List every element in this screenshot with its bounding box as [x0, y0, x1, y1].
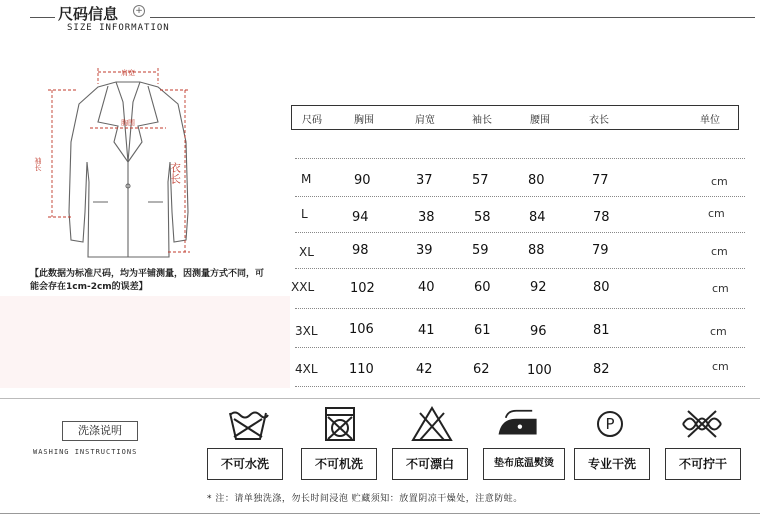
unit-cell: cm [710, 325, 727, 338]
iron-low-temp-icon [497, 405, 541, 443]
plus-icon: + [133, 5, 145, 17]
dry-clean-icon [588, 405, 632, 443]
washing-title: 洗涤说明 [62, 421, 138, 441]
no-bleach-label: 不可漂白 [392, 448, 468, 480]
row-divider [295, 268, 745, 269]
care-note: * 注：请单独洗涤，勿长时间浸泡 贮藏须知：放置阴凉干燥处，注意防蛀。 [207, 494, 523, 504]
sleeve-cell: 61 [474, 323, 491, 338]
chest-cell: 90 [354, 173, 371, 188]
col-shoulder: 肩宽 [415, 115, 435, 126]
measure-note: 【此数据为标准尺码，均为平铺测量，因测量方式不同，可能会存在1cm-2cm的误差】 [30, 269, 265, 292]
shoulder-cell: 38 [418, 210, 435, 225]
length-dim-label: 衣长 [168, 162, 182, 184]
pink-panel [0, 296, 290, 388]
sleeve-dim-label: 袖长 [34, 157, 42, 171]
waist-cell: 88 [528, 243, 545, 258]
col-size: 尺码 [302, 115, 322, 126]
dry-clean-label: 专业干洗 [574, 448, 650, 480]
row-divider [295, 158, 745, 159]
col-sleeve: 袖长 [472, 115, 492, 126]
length-cell: 81 [593, 323, 610, 338]
shoulder-dim-label: 肩宽 [121, 69, 135, 77]
col-chest: 胸围 [354, 115, 374, 126]
row-divider [295, 308, 745, 309]
sleeve-cell: 60 [474, 280, 491, 295]
header-rule-left [30, 17, 55, 18]
shoulder-cell: 41 [418, 323, 435, 338]
shoulder-cell: 37 [416, 173, 433, 188]
chest-cell: 110 [349, 362, 374, 377]
row-divider [295, 386, 745, 387]
shoulder-cell: 40 [418, 280, 435, 295]
col-unit: 单位 [700, 115, 720, 126]
row-divider [295, 196, 745, 197]
size-cell: XL [299, 245, 314, 259]
sleeve-cell: 62 [473, 362, 490, 377]
chest-cell: 102 [350, 281, 375, 296]
chest-cell: 98 [352, 243, 369, 258]
waist-cell: 80 [528, 173, 545, 188]
washing-subtitle: WASHING INSTRUCTIONS [33, 448, 138, 456]
no-water-wash-icon [226, 405, 270, 443]
no-machine-wash-icon [318, 405, 362, 443]
col-waist: 腰围 [530, 115, 550, 126]
no-water-wash-label: 不可水洗 [207, 448, 283, 480]
row-divider [295, 232, 745, 233]
dry-clean-glyph: P [605, 415, 615, 433]
waist-cell: 92 [530, 280, 547, 295]
chest-cell: 94 [352, 210, 369, 225]
iron-low-temp-label: 垫布底温熨烫 [483, 448, 565, 480]
unit-cell: cm [711, 245, 728, 258]
length-cell: 80 [593, 280, 610, 295]
length-cell: 78 [593, 210, 610, 225]
size-cell: 4XL [295, 362, 318, 376]
page-subtitle: SIZE INFORMATION [67, 23, 170, 33]
length-cell: 77 [592, 173, 609, 188]
waist-cell: 100 [527, 363, 552, 378]
chest-cell: 106 [349, 322, 374, 337]
bottom-rule [0, 513, 760, 514]
waist-cell: 84 [529, 210, 546, 225]
sleeve-cell: 58 [474, 210, 491, 225]
unit-cell: cm [712, 282, 729, 295]
sleeve-cell: 59 [472, 243, 489, 258]
no-bleach-icon [410, 405, 454, 443]
header-rule-right [150, 17, 755, 18]
sleeve-cell: 57 [472, 173, 489, 188]
size-cell: 3XL [295, 324, 318, 338]
unit-cell: cm [711, 175, 728, 188]
size-table-header [291, 105, 739, 130]
no-machine-wash-label: 不可机洗 [301, 448, 377, 480]
coat-diagram [28, 62, 228, 267]
page-title: 尺码信息 [58, 5, 119, 23]
no-wring-icon [680, 405, 724, 443]
no-wring-label: 不可拧干 [665, 448, 741, 480]
size-cell: M [301, 172, 312, 186]
length-cell: 82 [593, 362, 610, 377]
section-divider [0, 398, 760, 399]
unit-cell: cm [708, 207, 725, 220]
row-divider [295, 347, 745, 348]
waist-cell: 96 [530, 324, 547, 339]
col-length: 衣长 [589, 115, 609, 126]
chest-dim-label: 胸围 [121, 119, 135, 127]
size-cell: XXL [291, 280, 315, 294]
shoulder-cell: 42 [416, 362, 433, 377]
length-cell: 79 [592, 243, 609, 258]
size-cell: L [301, 207, 308, 221]
unit-cell: cm [712, 360, 729, 373]
shoulder-cell: 39 [416, 243, 433, 258]
